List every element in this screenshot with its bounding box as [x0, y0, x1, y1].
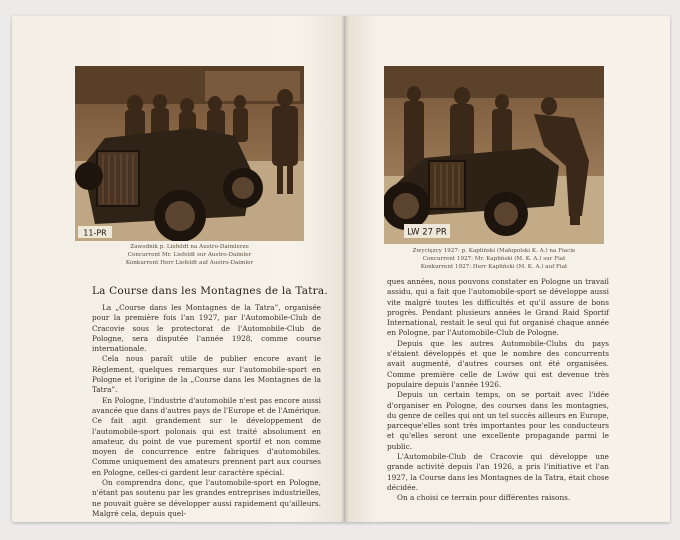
body-text-left: [92, 303, 321, 519]
caption-line: Zwycięzcy 1927: p. Kapliński (Małopolski K. A.) na Fiacie: [412, 248, 576, 254]
article-heading: La Course dans les Montagnes de la Tatra.: [92, 285, 328, 297]
photo-caption-right: [384, 248, 604, 271]
caption-line: Concurrent Mr. Liefeldt sur Austro-Daimler: [127, 251, 252, 258]
open-booklet: [12, 16, 670, 522]
paragraph: La „Course dans les Montagnes de la Tatra”, organisée pour la première fois l'an 1927, par l'Automobile-Club de Cracovie sous le protectorat de l'Automobile-Club de Pologne, sera disputée l'année 1928, comme course internationale.: [92, 303, 321, 354]
caption-line: Zawodnik p. Liefeldt na Austro-Daimlerze: [130, 244, 249, 250]
right-page: [345, 16, 670, 522]
paragraph: On comprendra donc, que l'automobile-sport en Pologne, n'étant pas soutenu par les grandes entreprises industrielles, ne pouvait guère se développer aussi rapidement qu'ailleurs. Malgré cela, depuis quel-: [92, 478, 321, 518]
body-text-right: [387, 277, 609, 504]
paragraph: Cela nous paraît utile de publier encore avant le Règlement, quelques remarques sur l'automobile-sport en Pologne et l'origine de la „Course dans les Montagnes de la Tatra”.: [92, 354, 321, 395]
race-car-photo-right: [384, 66, 604, 244]
paragraph: Depuis un certain temps, on se portait avec l'idée d'organiser en Pologne, des courses dans les montagnes, du genre de celles qui ont un tel succès ailleurs en Europe, parceque'elles sont très importantes pour les conducteurs et qu'elles seront une excellente propagande parmi le public.: [387, 390, 609, 451]
booklet-spine: [341, 16, 349, 522]
race-car-photo-right-image: [384, 66, 604, 244]
paragraph: On a choisi ce terrain pour différentes raisons.: [397, 493, 571, 503]
license-plate-left: 11-PR: [83, 228, 107, 238]
license-plate-right: LW 27 PR: [407, 227, 447, 238]
paragraph: L'Automobile-Club de Cracovie qui développe une grande activité depuis l'an 1926, a pris l'initiative et l'an 1927, la Course dans les Montagnes de la Tatra, était chose décidée.: [387, 452, 609, 492]
photo-caption-left: [75, 244, 304, 267]
left-page: [12, 16, 345, 522]
caption-line: Konkurrent Herr Liefeldt auf Austro-Daimler: [125, 259, 254, 266]
paragraph: En Pologne, l'industrie d'automobile n'est pas encore aussi avancée que dans d'autres pays de l'Europe et de l'Amérique. Ce fait agit grandement sur le développement de l'automobile-sport polonais qui est traité absolument en amateur, du point de vue purement sportif et non comme moyen de concurrence entre fabriques d'automobiles. Comme uniquement des amateurs prennent part aux courses en Pologne, celles-ci gardent leur caractère spécial.: [92, 395, 321, 477]
paragraph: ques années, nous pouvons constater en Pologne un travail assidu, qui a fait que l'automobile-sport se développe aussi vite malgré toutes les difficultés et qu'il assure de bons progrès. Pendant plusieurs années le Grand Raid Sportif International, restait le seul qui fut organisé chaque année en Pologne, par l'Automobile-Club de Pologne.: [387, 277, 609, 338]
race-car-photo-left-image: [75, 66, 304, 241]
paragraph: Depuis que les autres Automobile-Clubs du pays s'étaient développés et que le nombre des concurrents avait augmenté, d'autres courses ont été organisées. Comme première celle de Lwów qui est devenue très populaire depuis l'année 1926.: [387, 338, 609, 389]
caption-line: Concurrent 1927: Mr. Kapliński (M. K. A.) sur Fiat: [422, 255, 566, 262]
race-car-photo-left: [75, 66, 304, 241]
caption-line: Konkurrent 1927: Herr Kapliński (M. K. A.) auf Fiat: [420, 263, 568, 270]
